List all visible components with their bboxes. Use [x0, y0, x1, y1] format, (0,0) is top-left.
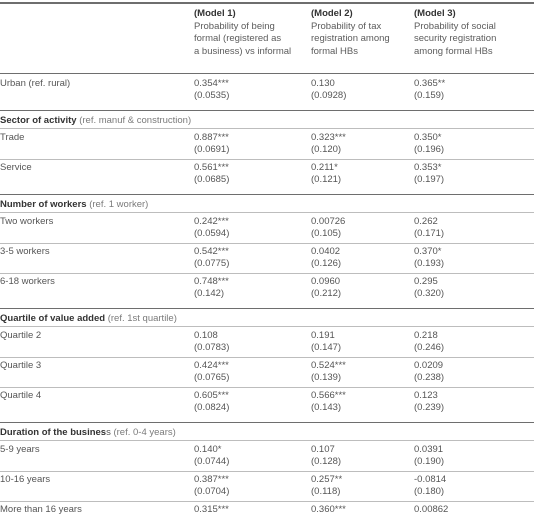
coefficient: 0.0402 [311, 246, 341, 257]
coefficient: 0.524*** [311, 360, 346, 371]
row-label: Quartile 4 [0, 390, 42, 401]
standard-error: (0.139) [311, 372, 342, 383]
section-title: Sector of activity [0, 115, 77, 126]
standard-error: (0.128) [311, 456, 342, 467]
model-description-line: Probability of being [194, 20, 275, 32]
coefficient: 0.353* [414, 162, 442, 173]
coefficient: 0.00726 [311, 216, 346, 227]
standard-error: (0.0535) [194, 90, 230, 101]
standard-error: (0.246) [414, 342, 445, 353]
coefficient: 0.542*** [194, 246, 229, 257]
coefficient: 0.130 [311, 78, 335, 89]
standard-error: (0.118) [311, 486, 341, 497]
row-label: Trade [0, 132, 25, 143]
standard-error: (0.0775) [194, 258, 230, 269]
top-rule [0, 2, 534, 4]
standard-error: (0.0744) [194, 456, 230, 467]
coefficient: 0.365** [414, 78, 446, 89]
coefficient: 0.424*** [194, 360, 229, 371]
standard-error: (0.0704) [194, 486, 230, 497]
row-label: Quartile 3 [0, 360, 42, 371]
standard-error: (0.0824) [194, 402, 230, 413]
coefficient: 0.242*** [194, 216, 229, 227]
section-title: Duration of the busines [0, 427, 107, 438]
row-label: 3-5 workers [0, 246, 50, 257]
standard-error: (0.190) [414, 456, 445, 467]
row-separator [0, 501, 534, 502]
standard-error: (0.0765) [194, 372, 230, 383]
standard-error: (0.0685) [194, 174, 230, 185]
standard-error: (0.142) [194, 288, 225, 299]
section-rule [0, 308, 534, 309]
row-label: Urban (ref. rural) [0, 78, 71, 89]
row-separator [0, 159, 534, 160]
row-separator [0, 212, 534, 213]
coefficient: 0.748*** [194, 276, 229, 287]
row-separator [0, 326, 534, 327]
row-separator [0, 387, 534, 388]
model-2-header [311, 8, 390, 58]
section-rule [0, 73, 534, 74]
coefficient: 0.887*** [194, 132, 229, 143]
coefficient: 0.218 [414, 330, 438, 341]
coefficient: 0.387*** [194, 474, 229, 485]
standard-error: (0.120) [311, 144, 342, 155]
section-reference: (ref. manuf & construction) [79, 115, 192, 126]
section-header [0, 427, 176, 439]
standard-error: (0.196) [414, 144, 445, 155]
row-separator [0, 440, 534, 441]
standard-error: (0.126) [311, 258, 342, 269]
row-label: 6-18 workers [0, 276, 55, 287]
model-description-line: Probability of tax [311, 20, 382, 32]
coefficient: 0.191 [311, 330, 335, 341]
coefficient: 0.0209 [414, 360, 444, 371]
standard-error: (0.121) [311, 174, 342, 185]
row-label: More than 16 years [0, 504, 82, 515]
coefficient: 0.561*** [194, 162, 229, 173]
row-label: 5-9 years [0, 444, 40, 455]
coefficient: 0.360*** [311, 504, 346, 515]
standard-error: (0.193) [414, 258, 445, 269]
model-description-line: formal (registered as [194, 33, 282, 44]
row-label: Service [0, 162, 32, 173]
row-separator [0, 471, 534, 472]
section-title-tail: s [106, 427, 111, 438]
model-1-header [194, 8, 291, 58]
coefficient: 0.315*** [194, 504, 229, 515]
section-reference: (ref. 1 worker) [89, 199, 149, 210]
standard-error: (0.159) [414, 90, 445, 101]
standard-error: (0.105) [311, 228, 342, 239]
standard-error: (0.0928) [311, 90, 347, 101]
row-separator [0, 243, 534, 244]
coefficient: 0.354*** [194, 78, 229, 89]
coefficient: -0.0814 [414, 474, 447, 485]
section-header [0, 313, 177, 325]
standard-error: (0.143) [311, 402, 342, 413]
coefficient: 0.566*** [311, 390, 346, 401]
standard-error: (0.0691) [194, 144, 230, 155]
section-header [0, 199, 148, 211]
model-3-header [414, 8, 496, 58]
coefficient: 0.257** [311, 474, 343, 485]
standard-error: (0.239) [414, 402, 445, 413]
coefficient: 0.323*** [311, 132, 346, 143]
model-title: (Model 1) [194, 8, 236, 19]
coefficient: 0.107 [311, 444, 335, 455]
model-description-line: registration among [311, 33, 390, 44]
coefficient: 0.140* [194, 444, 222, 455]
model-title: (Model 2) [311, 8, 353, 19]
model-description-line: Probability of social [414, 20, 496, 32]
coefficient: 0.108 [194, 330, 218, 341]
coefficient: 0.123 [414, 390, 438, 401]
section-reference [108, 313, 177, 324]
standard-error: (0.0594) [194, 228, 230, 239]
standard-error: (0.0783) [194, 342, 230, 353]
coefficient: 0.370* [414, 246, 442, 257]
coefficient: 0.605*** [194, 390, 229, 401]
row-label: 10-16 years [0, 474, 51, 485]
model-description-line: security registration [414, 33, 497, 44]
row-label: Quartile 2 [0, 330, 42, 341]
standard-error: (0.212) [311, 288, 342, 299]
section-header [0, 115, 191, 127]
standard-error: (0.238) [414, 372, 445, 383]
standard-error: (0.197) [414, 174, 445, 185]
standard-error: (0.180) [414, 486, 445, 497]
coefficient: 0.0391 [414, 444, 444, 455]
coefficient: 0.295 [414, 276, 438, 287]
model-description-line: among formal HBs [414, 45, 493, 57]
coefficient: 0.00862 [414, 504, 449, 515]
section-reference: (ref. 0-4 years) [113, 427, 176, 438]
row-separator [0, 357, 534, 358]
section-reference-text: (ref. 1st quartile) [107, 313, 177, 324]
coefficient: 0.350* [414, 132, 442, 143]
section-title: Number of workers [0, 199, 87, 210]
coefficient: 0.211* [311, 162, 338, 173]
standard-error: (0.171) [414, 228, 445, 239]
model-description-line: formal HBs [311, 45, 358, 57]
coefficient: 0.0960 [311, 276, 341, 287]
section-rule [0, 194, 534, 195]
standard-error: (0.320) [414, 288, 445, 299]
model-description-line: a business) vs informal [194, 45, 292, 57]
section-title: Quartile of value added [0, 313, 106, 324]
model-title: (Model 3) [414, 8, 456, 19]
coefficient: 0.262 [414, 216, 438, 227]
row-separator [0, 128, 534, 129]
section-rule [0, 110, 534, 111]
row-label: Two workers [0, 216, 54, 227]
section-rule [0, 422, 534, 423]
standard-error: (0.147) [311, 342, 342, 353]
row-separator [0, 273, 534, 274]
